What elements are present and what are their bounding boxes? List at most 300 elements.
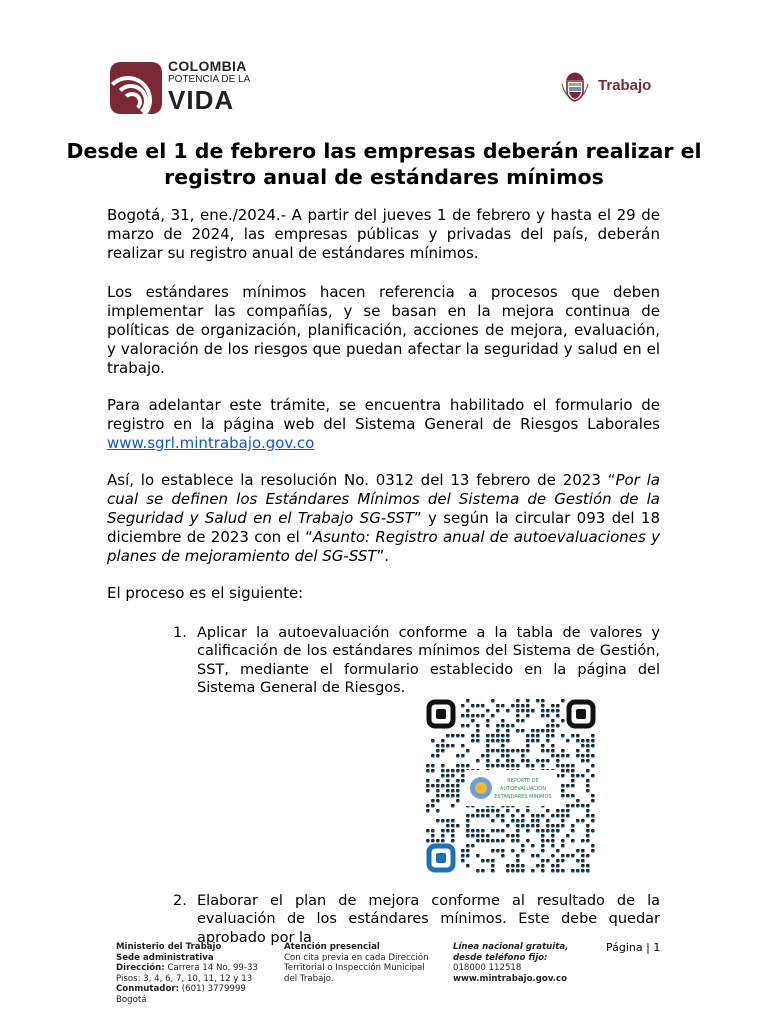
qr-module bbox=[561, 814, 565, 818]
paragraph-definition: Los estándares mínimos hacen referencia a procesos que deben implementar las compañías, y se basan en la mejora continua de políticas de organización, planificación, acciones de mejora, evaluación, y valoración de los riesgos que puedan afectar la seguridad y salud en el trabajo. bbox=[107, 283, 660, 377]
footer-city: Bogotá bbox=[116, 994, 147, 1005]
qr-module bbox=[446, 779, 450, 783]
trabajo-label: Trabajo bbox=[598, 77, 652, 94]
qr-module bbox=[521, 824, 525, 828]
qr-module bbox=[546, 809, 550, 813]
qr-module bbox=[466, 834, 470, 838]
list-number: 1. bbox=[173, 625, 187, 641]
qr-module bbox=[441, 749, 445, 753]
qr-module bbox=[496, 829, 500, 833]
qr-module bbox=[426, 784, 430, 788]
qr-module bbox=[566, 834, 570, 838]
qr-module bbox=[526, 709, 530, 713]
qr-module bbox=[556, 709, 560, 713]
qr-module bbox=[506, 709, 510, 713]
qr-module bbox=[461, 704, 465, 708]
qr-module bbox=[446, 794, 450, 798]
qr-module bbox=[591, 774, 595, 778]
qr-module bbox=[581, 849, 585, 853]
qr-module bbox=[521, 869, 525, 873]
qr-module bbox=[551, 734, 555, 738]
qr-module bbox=[476, 854, 480, 858]
qr-module bbox=[591, 849, 595, 853]
qr-module bbox=[461, 764, 465, 768]
qr-module bbox=[486, 759, 490, 763]
qr-module bbox=[586, 804, 590, 808]
qr-module bbox=[486, 814, 490, 818]
qr-caption-line1: REPORTE DE bbox=[507, 778, 539, 784]
qr-module bbox=[546, 714, 550, 718]
qr-module bbox=[471, 844, 475, 848]
qr-module bbox=[506, 754, 510, 758]
qr-module bbox=[586, 759, 590, 763]
qr-module bbox=[516, 839, 520, 843]
qr-module bbox=[536, 759, 540, 763]
qr-module bbox=[566, 854, 570, 858]
qr-module bbox=[531, 869, 535, 873]
qr-module bbox=[541, 834, 545, 838]
qr-module bbox=[556, 824, 560, 828]
qr-module bbox=[541, 849, 545, 853]
qr-module bbox=[496, 814, 500, 818]
qr-module bbox=[456, 779, 460, 783]
qr-module bbox=[426, 809, 430, 813]
qr-module bbox=[586, 769, 590, 773]
qr-module bbox=[546, 759, 550, 763]
qr-module bbox=[566, 739, 570, 743]
qr-module bbox=[481, 839, 485, 843]
qr-module bbox=[556, 869, 560, 873]
qr-module bbox=[576, 739, 580, 743]
qr-module bbox=[441, 834, 445, 838]
qr-module bbox=[521, 709, 525, 713]
qr-module bbox=[561, 774, 565, 778]
qr-module bbox=[426, 839, 430, 843]
qr-module bbox=[561, 764, 565, 768]
qr-module bbox=[491, 869, 495, 873]
qr-module bbox=[451, 744, 455, 748]
qr-module bbox=[531, 844, 535, 848]
qr-module bbox=[556, 764, 560, 768]
qr-module bbox=[476, 759, 480, 763]
qr-module bbox=[491, 749, 495, 753]
qr-module bbox=[581, 839, 585, 843]
qr-module bbox=[571, 764, 575, 768]
qr-module bbox=[586, 809, 590, 813]
qr-module bbox=[566, 784, 570, 788]
qr-module bbox=[561, 844, 565, 848]
qr-module bbox=[466, 714, 470, 718]
qr-module bbox=[571, 824, 575, 828]
qr-module bbox=[476, 839, 480, 843]
qr-module bbox=[461, 859, 465, 863]
qr-module bbox=[531, 764, 535, 768]
qr-module bbox=[501, 719, 505, 723]
qr-module bbox=[541, 729, 545, 733]
qr-module bbox=[581, 804, 585, 808]
qr-module bbox=[561, 819, 565, 823]
qr-module bbox=[466, 724, 470, 728]
qr-module bbox=[551, 829, 555, 833]
footer-attention-l2: Con cita previa en cada Dirección bbox=[284, 952, 429, 963]
qr-module bbox=[446, 784, 450, 788]
qr-module bbox=[496, 724, 500, 728]
qr-module bbox=[446, 789, 450, 793]
qr-module bbox=[466, 764, 470, 768]
qr-module bbox=[466, 829, 470, 833]
qr-module bbox=[571, 779, 575, 783]
qr-module bbox=[526, 704, 530, 708]
qr-module bbox=[511, 819, 515, 823]
qr-module bbox=[431, 764, 435, 768]
qr-module bbox=[456, 734, 460, 738]
sgrl-link[interactable]: www.sgrl.mintrabajo.gov.co bbox=[107, 434, 315, 452]
qr-module bbox=[546, 709, 550, 713]
qr-module bbox=[591, 794, 595, 798]
qr-module bbox=[546, 829, 550, 833]
qr-module bbox=[481, 859, 485, 863]
qr-module bbox=[436, 839, 440, 843]
paragraph-resolution bbox=[107, 471, 660, 566]
qr-module bbox=[521, 814, 525, 818]
qr-module bbox=[491, 809, 495, 813]
footer-phone: 018000 112518 bbox=[453, 963, 522, 973]
qr-module bbox=[591, 844, 595, 848]
qr-module bbox=[586, 754, 590, 758]
qr-module bbox=[511, 849, 515, 853]
qr-module bbox=[456, 754, 460, 758]
qr-module bbox=[431, 769, 435, 773]
list-item bbox=[173, 624, 660, 697]
qr-module bbox=[591, 814, 595, 818]
qr-module bbox=[531, 709, 535, 713]
qr-module bbox=[516, 809, 520, 813]
qr-module bbox=[546, 819, 550, 823]
resolution-text-b: ” y según la circular 093 del 18 diciembre de 2023 con el “ bbox=[107, 509, 660, 546]
qr-module bbox=[501, 754, 505, 758]
qr-module bbox=[446, 824, 450, 828]
qr-module bbox=[526, 714, 530, 718]
qr-module bbox=[431, 739, 435, 743]
qr-module bbox=[431, 754, 435, 758]
qr-module bbox=[586, 869, 590, 873]
qr-module bbox=[541, 759, 545, 763]
logo-line-potencia: POTENCIA DE LA bbox=[168, 74, 251, 85]
qr-module bbox=[551, 869, 555, 873]
qr-module bbox=[526, 809, 530, 813]
qr-module bbox=[436, 819, 440, 823]
qr-module bbox=[486, 764, 490, 768]
qr-module bbox=[586, 824, 590, 828]
qr-module bbox=[571, 794, 575, 798]
qr-module bbox=[546, 839, 550, 843]
qr-module bbox=[566, 764, 570, 768]
qr-module bbox=[476, 814, 480, 818]
qr-module bbox=[476, 724, 480, 728]
qr-module bbox=[516, 829, 520, 833]
qr-module bbox=[506, 734, 510, 738]
qr-module bbox=[541, 859, 545, 863]
footer-attention-l4: del Trabajo. bbox=[284, 973, 334, 984]
qr-module bbox=[436, 744, 440, 748]
footer-website[interactable]: www.mintrabajo.gov.co bbox=[453, 973, 567, 984]
qr-module bbox=[461, 779, 465, 783]
qr-module bbox=[496, 849, 500, 853]
page-title: Desde el 1 de febrero las empresas deberán realizar el registro anual de estándares mínimos bbox=[66, 139, 702, 189]
qr-module bbox=[516, 859, 520, 863]
qr-module bbox=[491, 864, 495, 868]
qr-module bbox=[441, 819, 445, 823]
qr-module bbox=[526, 749, 530, 753]
qr-module bbox=[461, 754, 465, 758]
qr-module bbox=[556, 864, 560, 868]
coat-of-arms-icon bbox=[560, 70, 590, 102]
qr-module bbox=[541, 699, 545, 703]
qr-module bbox=[441, 794, 445, 798]
qr-module bbox=[561, 794, 565, 798]
qr-module bbox=[476, 734, 480, 738]
qr-module bbox=[496, 734, 500, 738]
qr-module bbox=[491, 839, 495, 843]
qr-module bbox=[506, 764, 510, 768]
qr-module bbox=[446, 734, 450, 738]
qr-module bbox=[551, 834, 555, 838]
qr-module bbox=[436, 809, 440, 813]
qr-module bbox=[536, 814, 540, 818]
qr-module bbox=[426, 764, 430, 768]
qr-module bbox=[561, 719, 565, 723]
qr-module bbox=[516, 719, 520, 723]
qr-module bbox=[521, 704, 525, 708]
qr-module bbox=[581, 864, 585, 868]
footer-ministry: Ministerio del Trabajo bbox=[116, 942, 222, 952]
qr-module bbox=[481, 834, 485, 838]
qr-module bbox=[546, 724, 550, 728]
qr-module bbox=[591, 734, 595, 738]
paragraph-registration bbox=[107, 396, 660, 453]
qr-module bbox=[551, 709, 555, 713]
qr-module bbox=[456, 764, 460, 768]
qr-module bbox=[441, 769, 445, 773]
qr-module bbox=[491, 859, 495, 863]
qr-module bbox=[556, 714, 560, 718]
qr-module bbox=[521, 754, 525, 758]
qr-module bbox=[456, 769, 460, 773]
qr-module bbox=[561, 789, 565, 793]
qr-module bbox=[551, 844, 555, 848]
qr-module bbox=[426, 804, 430, 808]
qr-module bbox=[451, 784, 455, 788]
qr-module bbox=[441, 764, 445, 768]
qr-module bbox=[516, 709, 520, 713]
qr-module bbox=[501, 849, 505, 853]
qr-module bbox=[466, 819, 470, 823]
qr-module bbox=[576, 804, 580, 808]
qr-module bbox=[511, 704, 515, 708]
qr-module bbox=[426, 829, 430, 833]
qr-module bbox=[586, 789, 590, 793]
qr-module bbox=[481, 829, 485, 833]
qr-module bbox=[496, 759, 500, 763]
qr-module bbox=[486, 859, 490, 863]
qr-module bbox=[521, 849, 525, 853]
qr-module bbox=[496, 839, 500, 843]
qr-module bbox=[471, 814, 475, 818]
qr-module bbox=[576, 749, 580, 753]
qr-module bbox=[491, 819, 495, 823]
qr-module bbox=[501, 819, 505, 823]
qr-module bbox=[541, 749, 545, 753]
qr-module bbox=[581, 754, 585, 758]
qr-module bbox=[561, 869, 565, 873]
qr-module bbox=[591, 764, 595, 768]
qr-module bbox=[536, 829, 540, 833]
qr-module bbox=[591, 754, 595, 758]
qr-module bbox=[431, 829, 435, 833]
qr-module bbox=[451, 734, 455, 738]
qr-module bbox=[486, 809, 490, 813]
qr-module bbox=[591, 744, 595, 748]
list-text: Elaborar el plan de mejora conforme al resultado de la evaluación de los estándares mínimos. Este debe quedar aprobado por la bbox=[197, 893, 660, 946]
qr-module bbox=[526, 699, 530, 703]
qr-module bbox=[586, 839, 590, 843]
qr-module bbox=[571, 854, 575, 858]
qr-module bbox=[501, 829, 505, 833]
qr-module bbox=[556, 754, 560, 758]
qr-module bbox=[466, 854, 470, 858]
qr-module bbox=[516, 864, 520, 868]
qr-module bbox=[546, 824, 550, 828]
qr-module bbox=[516, 704, 520, 708]
qr-module bbox=[491, 699, 495, 703]
list-item bbox=[173, 892, 660, 947]
qr-module bbox=[471, 714, 475, 718]
footer-sede: Sede administrativa bbox=[116, 952, 214, 963]
qr-module bbox=[546, 734, 550, 738]
qr-module bbox=[566, 754, 570, 758]
qr-module bbox=[551, 754, 555, 758]
qr-module bbox=[521, 729, 525, 733]
qr-module bbox=[451, 834, 455, 838]
qr-module bbox=[431, 784, 435, 788]
qr-module bbox=[551, 864, 555, 868]
qr-module bbox=[536, 739, 540, 743]
qr-module bbox=[466, 844, 470, 848]
qr-module bbox=[506, 739, 510, 743]
qr-module bbox=[491, 849, 495, 853]
qr-module bbox=[551, 824, 555, 828]
qr-module bbox=[556, 859, 560, 863]
qr-module bbox=[471, 719, 475, 723]
qr-module bbox=[496, 729, 500, 733]
qr-module bbox=[516, 869, 520, 873]
qr-module bbox=[581, 859, 585, 863]
qr-module bbox=[531, 739, 535, 743]
qr-module bbox=[486, 834, 490, 838]
qr-module bbox=[471, 829, 475, 833]
qr-module bbox=[526, 824, 530, 828]
logo-line-colombia: COLOMBIA bbox=[168, 58, 247, 74]
qr-module bbox=[516, 714, 520, 718]
qr-module bbox=[476, 809, 480, 813]
qr-module bbox=[426, 769, 430, 773]
qr-module bbox=[576, 774, 580, 778]
qr-module bbox=[531, 734, 535, 738]
qr-module bbox=[451, 839, 455, 843]
qr-module bbox=[491, 714, 495, 718]
qr-module bbox=[516, 699, 520, 703]
gear-icon bbox=[470, 777, 492, 799]
qr-module bbox=[436, 794, 440, 798]
list-text: Aplicar la autoevaluación conforme a la tabla de valores y calificación de los estándares mínimos del Sistema de Gestión, SST, mediante el formulario establecido en la página del Sistema General de Riesgos. bbox=[197, 625, 660, 696]
qr-module bbox=[456, 789, 460, 793]
qr-module bbox=[476, 869, 480, 873]
resolution-text-c: ”. bbox=[376, 547, 390, 565]
qr-module bbox=[581, 774, 585, 778]
qr-module bbox=[476, 834, 480, 838]
qr-module bbox=[561, 749, 565, 753]
qr-module bbox=[531, 824, 535, 828]
qr-module bbox=[566, 809, 570, 813]
qr-module bbox=[501, 839, 505, 843]
qr-module bbox=[561, 754, 565, 758]
qr-module bbox=[591, 739, 595, 743]
footer-contact bbox=[453, 942, 568, 984]
footer-address-label: Dirección: bbox=[116, 963, 165, 973]
qr-module bbox=[511, 834, 515, 838]
qr-module bbox=[456, 799, 460, 803]
qr-module bbox=[461, 854, 465, 858]
page-number: Página | 1 bbox=[606, 941, 661, 954]
qr-module bbox=[566, 804, 570, 808]
qr-module bbox=[566, 769, 570, 773]
qr-module bbox=[511, 759, 515, 763]
qr-module bbox=[491, 734, 495, 738]
qr-module bbox=[496, 709, 500, 713]
qr-module bbox=[551, 839, 555, 843]
qr-module bbox=[516, 824, 520, 828]
qr-module bbox=[571, 769, 575, 773]
qr-module bbox=[506, 869, 510, 873]
qr-module bbox=[576, 849, 580, 853]
logo-mark-icon bbox=[110, 62, 162, 114]
qr-module bbox=[526, 739, 530, 743]
qr-module bbox=[466, 824, 470, 828]
qr-module bbox=[486, 749, 490, 753]
qr-module bbox=[541, 864, 545, 868]
qr-module bbox=[441, 784, 445, 788]
qr-module bbox=[451, 769, 455, 773]
qr-module bbox=[561, 769, 565, 773]
qr-module bbox=[516, 854, 520, 858]
qr-module bbox=[586, 834, 590, 838]
qr-module bbox=[476, 714, 480, 718]
qr-module bbox=[586, 749, 590, 753]
qr-module bbox=[496, 749, 500, 753]
qr-module bbox=[476, 729, 480, 733]
qr-module bbox=[571, 784, 575, 788]
footer-floors: Pisos: 3, 4, 6, 7, 10, 11, 12 y 13 bbox=[116, 973, 253, 984]
qr-module bbox=[526, 764, 530, 768]
qr-module bbox=[501, 814, 505, 818]
qr-module bbox=[576, 859, 580, 863]
qr-module bbox=[431, 834, 435, 838]
qr-module bbox=[591, 799, 595, 803]
qr-module bbox=[441, 774, 445, 778]
qr-module bbox=[521, 719, 525, 723]
qr-module bbox=[546, 739, 550, 743]
qr-module bbox=[586, 744, 590, 748]
